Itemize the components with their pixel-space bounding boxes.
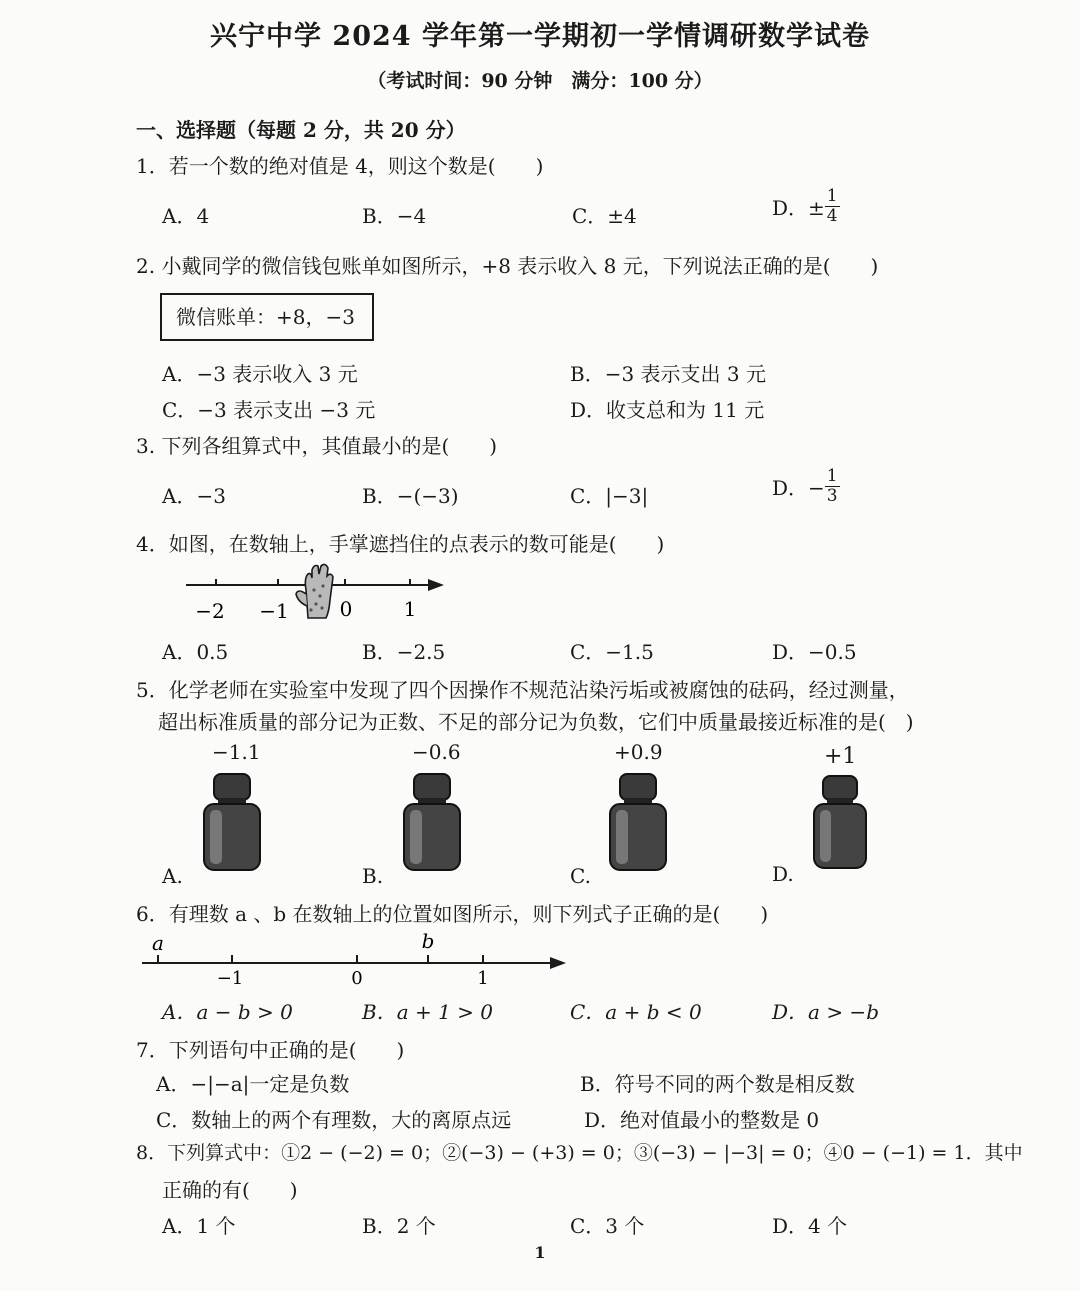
- q8-stem-line2: 正确的有( ): [162, 1178, 298, 1202]
- q4-option-d[interactable]: D．−0.5: [772, 640, 857, 664]
- q4-option-a[interactable]: A．0.5: [162, 640, 229, 664]
- q3-fraction-denominator: 3: [826, 486, 838, 506]
- q4-axis-arrow: [428, 579, 444, 591]
- q8-option-a[interactable]: A．1 个: [162, 1214, 236, 1238]
- q4-number-line: [180, 560, 460, 628]
- q2-option-a[interactable]: A．−3 表示收入 3 元: [162, 362, 358, 386]
- q1-option-a[interactable]: A．4: [162, 204, 210, 228]
- q6-option-b[interactable]: B．a + 1 > 0: [362, 1000, 494, 1024]
- q1-fraction-numerator: 1: [826, 186, 838, 206]
- section-title: 一、选择题（每题 2 分，共 20 分）: [136, 118, 466, 142]
- q6-point-b-label: b: [421, 929, 435, 953]
- q3-option-a[interactable]: A．−3: [162, 484, 226, 508]
- q6-number-line: [136, 928, 576, 994]
- q2-option-d[interactable]: D．收支总和为 11 元: [570, 398, 765, 422]
- q1-fraction-denominator: 4: [826, 206, 838, 226]
- hand-icon: [296, 564, 333, 618]
- q7-stem: 7．下列语句中正确的是( ): [136, 1038, 405, 1062]
- q4-stem: 4．如图，在数轴上，手掌遮挡住的点表示的数可能是( ): [136, 532, 665, 556]
- q6-label-1: 1: [477, 968, 489, 989]
- q6-point-a-label: a: [152, 931, 164, 955]
- weight-d-label: +1: [824, 744, 857, 769]
- q2-stem: 2. 小戴同学的微信钱包账单如图所示，+8 表示收入 8 元，下列说法正确的是( ): [136, 254, 879, 278]
- weight-d-icon: [810, 772, 870, 872]
- page-number: 1: [534, 1243, 546, 1262]
- weight-a-label: −1.1: [212, 740, 261, 764]
- exam-title: 兴宁中学 2024 学年第一学期初一学情调研数学试卷: [210, 21, 870, 52]
- q8-stem-line1: 8．下列算式中：①2 − (−2) = 0；②(−3) − (+3) = 0；③(−3) − |−3| = 0；④0 − (−1) = 1．其中: [136, 1142, 1023, 1164]
- q6-stem: 6．有理数 a 、b 在数轴上的位置如图所示，则下列式子正确的是( ): [136, 902, 769, 926]
- q8-option-c[interactable]: C．3 个: [570, 1214, 645, 1238]
- q6-label-neg1: −1: [216, 968, 244, 989]
- q7-option-d[interactable]: D．绝对值最小的整数是 0: [584, 1108, 820, 1132]
- q2-option-b[interactable]: B．−3 表示支出 3 元: [570, 362, 766, 386]
- q2-option-c[interactable]: C．−3 表示支出 −3 元: [162, 398, 376, 422]
- q7-option-a[interactable]: A．−|−a|一定是负数: [156, 1072, 350, 1096]
- q6-axis-arrow: [550, 957, 566, 969]
- q4-label-1: 1: [403, 597, 417, 621]
- q2-bill-box: 微信账单：+8，−3: [160, 293, 374, 341]
- q6-option-a[interactable]: A．a − b > 0: [162, 1000, 293, 1024]
- q1-option-c[interactable]: C．±4: [572, 204, 637, 228]
- weight-a-icon: [200, 770, 264, 874]
- q3-option-d-prefix: D．−: [772, 476, 825, 500]
- q3-stem: 3. 下列各组算式中，其值最小的是( ): [136, 434, 498, 458]
- q4-option-c[interactable]: C．−1.5: [570, 640, 654, 664]
- weight-c-label: +0.9: [614, 740, 663, 764]
- q3-fraction-numerator: 1: [826, 466, 838, 486]
- q5-option-b[interactable]: B.: [362, 864, 384, 888]
- q3-fraction: [825, 468, 840, 505]
- exam-subtitle: （考试时间：90 分钟 满分：100 分）: [367, 70, 713, 92]
- q4-label-neg2: −2: [195, 599, 225, 623]
- q4-label-neg1: −1: [259, 599, 289, 623]
- q1-fraction: [825, 188, 840, 225]
- q6-label-0: 0: [351, 968, 363, 989]
- q3-option-b[interactable]: B．−(−3): [362, 484, 459, 508]
- q6-option-d[interactable]: D．a > −b: [772, 1000, 879, 1024]
- q5-option-c[interactable]: C.: [570, 864, 591, 888]
- q5-option-a[interactable]: A.: [162, 864, 183, 888]
- q6-option-c[interactable]: C．a + b < 0: [570, 1000, 702, 1024]
- q3-option-d[interactable]: [772, 468, 840, 505]
- q1-option-b[interactable]: B．−4: [362, 204, 427, 228]
- q5-option-d[interactable]: D.: [772, 862, 794, 886]
- q8-option-b[interactable]: B．2 个: [362, 1214, 436, 1238]
- q5-stem-line2: 超出标准质量的部分记为正数、不足的部分记为负数，它们中质量最接近标准的是( ): [158, 710, 914, 734]
- q1-option-d-prefix: D．±: [772, 196, 825, 220]
- q1-stem: 1．若一个数的绝对值是 4，则这个数是( ): [136, 154, 544, 178]
- weight-b-label: −0.6: [412, 740, 461, 764]
- q7-option-b[interactable]: B．符号不同的两个数是相反数: [580, 1072, 855, 1096]
- q3-option-c[interactable]: C．|−3|: [570, 484, 649, 508]
- weight-c-icon: [606, 770, 670, 874]
- q4-option-b[interactable]: B．−2.5: [362, 640, 446, 664]
- q4-label-0: 0: [339, 597, 353, 621]
- q5-stem-line1: 5．化学老师在实验室中发现了四个因操作不规范沾染污垢或被腐蚀的砝码，经过测量，: [136, 678, 909, 702]
- q1-option-d[interactable]: [772, 188, 840, 225]
- q8-option-d[interactable]: D．4 个: [772, 1214, 848, 1238]
- q7-option-c[interactable]: C．数轴上的两个有理数，大的离原点远: [156, 1108, 512, 1132]
- weight-b-icon: [400, 770, 464, 874]
